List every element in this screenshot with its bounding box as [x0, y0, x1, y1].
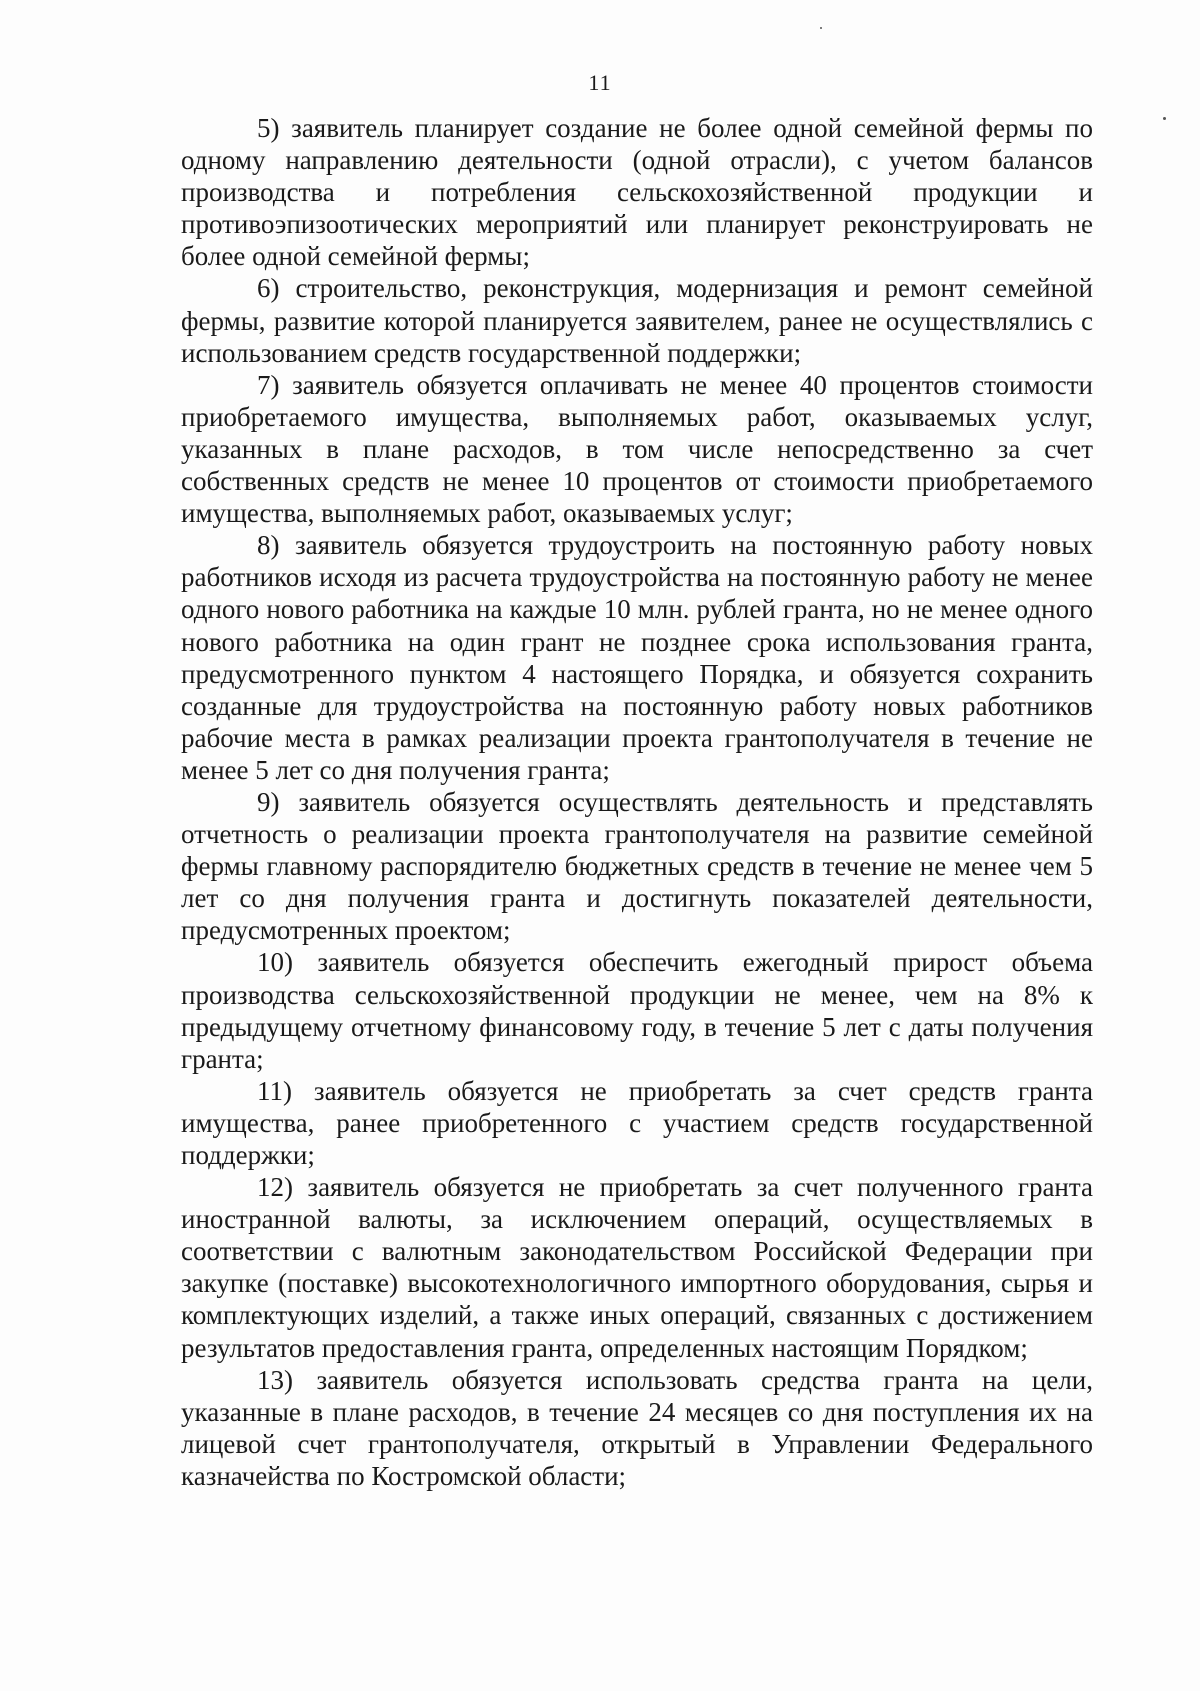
- paragraph-item-5: 5) заявитель планирует создание не более одной семейной фермы по одному направлению деятельности (одной отрасли), с учетом балансов производства и потребления сельскохозяйственной продукции и противоэпизоотических мероприятий или планирует реконструировать не более одной семейной фермы;: [181, 113, 1093, 272]
- scan-speck: [820, 27, 822, 29]
- paragraph-item-10: 10) заявитель обязуется обеспечить ежегодный прирост объема производства сельскохозяйственной продукции не менее, чем на 8% к предыдущему отчетному финансовому году, в течение 5 лет с даты получения гранта;: [181, 947, 1093, 1074]
- paragraph-item-9: 9) заявитель обязуется осуществлять деятельность и представлять отчетность о реализации проекта грантополучателя на развитие семейной фермы главному распорядителю бюджетных средств в течение не менее чем 5 лет со дня получения гранта и достигнуть показателей деятельности, предусмотренных проектом;: [181, 786, 1093, 946]
- paragraph-item-13: 13) заявитель обязуется использовать средства гранта на цели, указанные в плане расходов, в течение 24 месяцев со дня поступления их на лицевой счет грантополучателя, открытый в Управлении Федерального казначейства по Костромской области;: [181, 1364, 1093, 1491]
- page-number: 11: [588, 70, 612, 95]
- scan-speck: [1163, 117, 1166, 120]
- paragraph-item-12: 12) заявитель обязуется не приобретать за счет полученного гранта иностранной валюты, за исключением операций, осуществляемых в соответствии с валютным законодательством Российской Федерации при закупке (поставке) высокотехнологичного импортного оборудования, сырья и комплектующих изделий, а также иных операций, связанных с достижением результатов предоставления гранта, определенных настоящим Порядком;: [181, 1172, 1093, 1363]
- paragraph-item-11: 11) заявитель обязуется не приобретать за счет средств гранта имущества, ранее приобретенного с участием средств государственной поддержки;: [181, 1075, 1093, 1170]
- document-body: [181, 112, 1093, 1492]
- paragraph-item-6: 6) строительство, реконструкция, модернизация и ремонт семейной фермы, развитие которой планируется заявителем, ранее не осуществлялись с использованием средств государственной поддержки;: [181, 273, 1093, 368]
- paragraph-item-7: 7) заявитель обязуется оплачивать не менее 40 процентов стоимости приобретаемого имущества, выполняемых работ, оказываемых услуг, указанных в плане расходов, в том числе непосредственно за счет собственных средств не менее 10 процентов от стоимости приобретаемого имущества, выполняемых работ, оказываемых услуг;: [181, 369, 1093, 529]
- paragraph-item-8: 8) заявитель обязуется трудоустроить на постоянную работу новых работников исходя из расчета трудоустройства на постоянную работу не менее одного нового работника на каждые 10 млн. рублей гранта, но не менее одного нового работника на один грант не позднее срока использования гранта, предусмотренного пунктом 4 настоящего Порядка, и обязуется сохранить созданные для трудоустройства на постоянную работу новых работников рабочие места в рамках реализации проекта грантополучателя в течение не менее 5 лет со дня получения гранта;: [181, 530, 1093, 785]
